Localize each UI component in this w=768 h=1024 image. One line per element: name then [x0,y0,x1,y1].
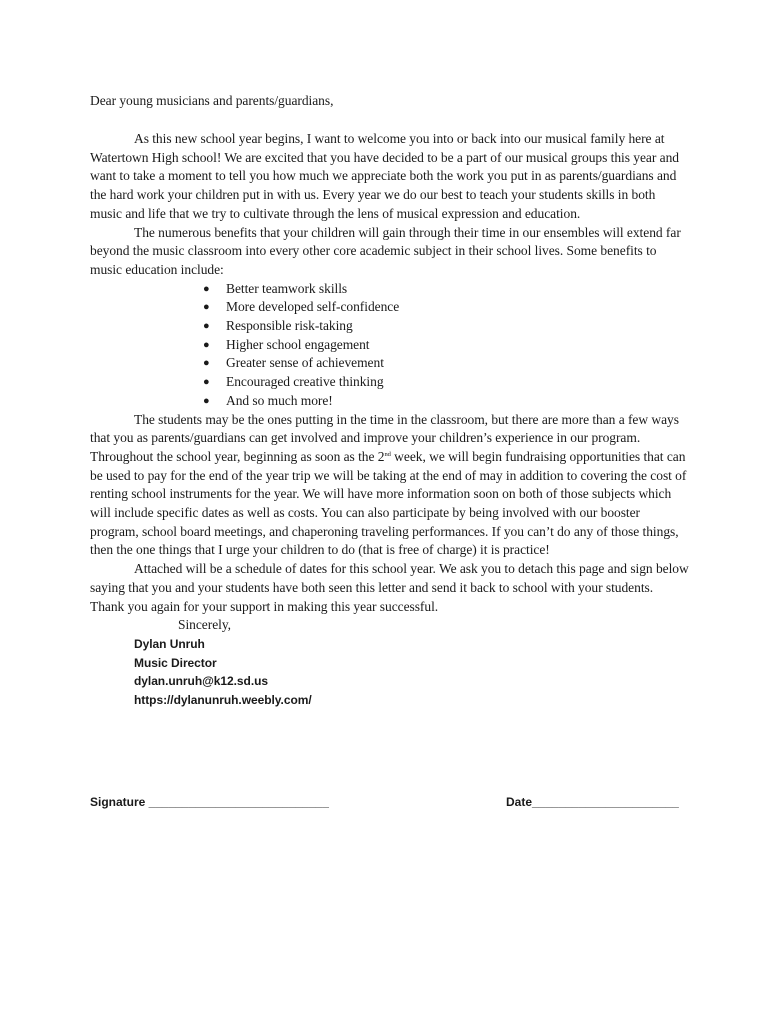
sender-email: dylan.unruh@k12.sd.us [134,674,269,689]
paragraph-welcome: As this new school year begins, I want to welcome you into or back into our musical family here at Watertown High school! We are excited that you have decided to be a part of our musical groups this year and want to take a moment to tell you how much we appreciate both the work you put in as parents/guardians and the hard work your children put in with us. Every year we do our best to teach your students skills in both music and life that we try to cultivate through the lens of musical expression and education. [90,131,679,221]
date-line: Date______________________ [506,795,679,809]
list-item: ● More developed self-confidence [202,298,690,317]
letter-body [90,130,690,710]
closing: Sincerely, [178,617,231,633]
sender-title: Music Director [134,655,217,670]
list-item: ● And so much more! [202,392,690,411]
bullet-icon: ● [203,338,210,351]
bullet-icon: ● [203,282,210,295]
list-item: ● Better teamwork skills [202,280,690,299]
ordinal-suffix: nd [384,450,391,458]
list-item: ● Responsible risk-taking [202,317,690,336]
signature-line: Signature ___________________________ [90,795,329,809]
list-item: ● Higher school engagement [202,336,690,355]
paragraph-benefits: The numerous benefits that your children will gain through their time in our ensembles will extend far beyond the music classroom into every other core academic subject in their school lives. Some benefits to music education include: [90,224,681,277]
sender-block [90,635,690,710]
list-item: ● Encouraged creative thinking [202,373,690,392]
salutation: Dear young musicians and parents/guardians, [90,93,334,108]
sender-website: https://dylanunruh.weebly.com/ [134,693,312,708]
bullet-icon: ● [203,357,210,370]
bullet-icon: ● [203,320,210,333]
benefits-list [90,280,690,411]
list-item: ● Greater sense of achievement [202,354,690,373]
sender-name: Dylan Unruh [134,636,205,651]
paragraph-attachment: Attached will be a schedule of dates for this school year. We ask you to detach this page and sign below saying that you and your students have both seen this letter and send it back to school with your students. Thank you again for your support in making this year successful. [90,561,689,614]
bullet-icon: ● [203,394,210,407]
bullet-icon: ● [203,301,210,314]
bullet-icon: ● [203,376,210,389]
paragraph-involvement: The students may be the ones putting in the time in the classroom, but there are more than a few ways that you as parents/guardians can get involved and improve your children’s experience in our program. Throughout the school year, beginning as soon as the 2nd week, we will begin fundraising opportunities that can be used to pay for the end of the year trip we will be taking at the end of may in addition to covering the cost of renting school instruments for the year. We will have more information soon on both of those subjects which will include specific dates as well as costs. You can also participate by being involved with our booster program, school board meetings, and chaperoning traveling performances. If you can’t do any of those things, then the one things that I urge your children to do (that is free of charge) it is practice! [90,411,687,558]
